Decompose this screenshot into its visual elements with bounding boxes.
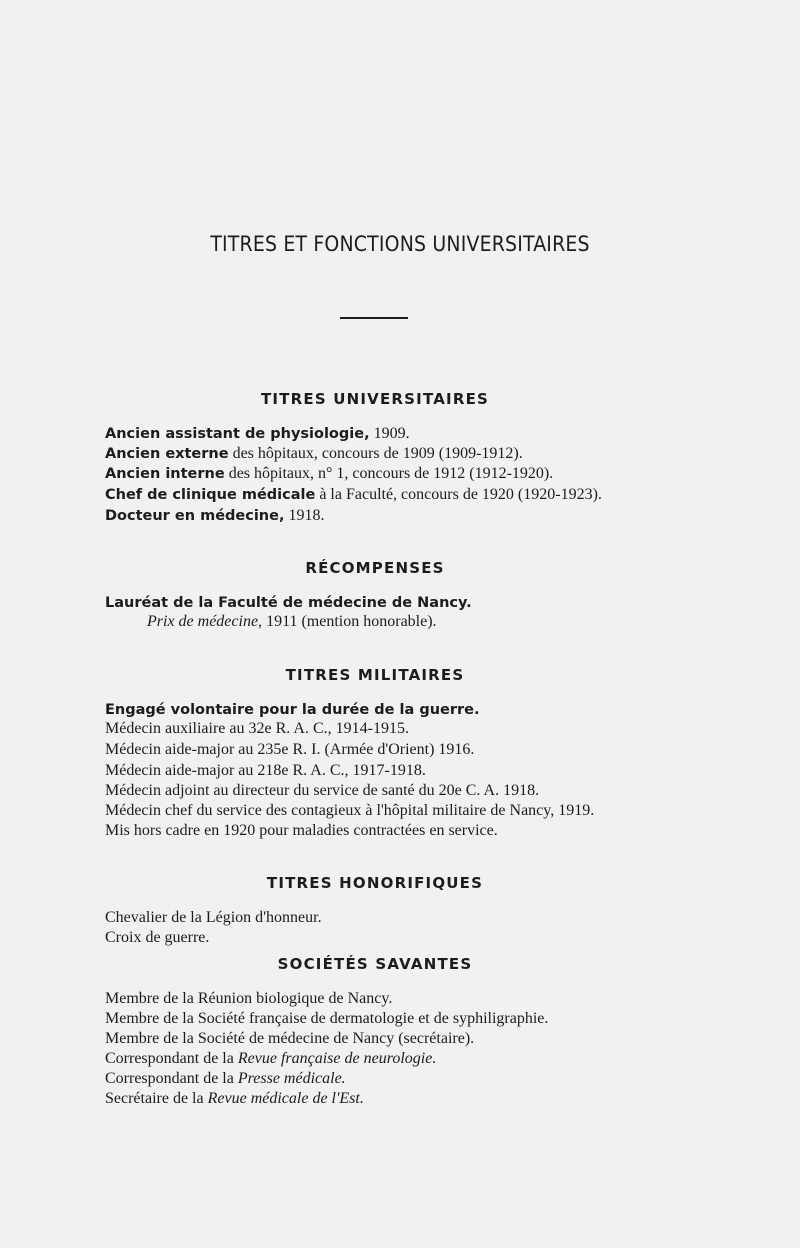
list-item: Chevalier de la Légion d'honneur.	[105, 909, 322, 926]
list-item: Ancien interne des hôpitaux, n° 1, concours de 1912 (1912-1920).	[105, 465, 554, 482]
list-item: Médecin aide-major au 218e R. A. C., 1917-1918.	[105, 762, 426, 779]
list-item: Correspondant de la Presse médicale.	[105, 1070, 346, 1087]
list-item: Membre de la Société française de dermatologie et de syphiligraphie.	[105, 1010, 549, 1027]
list-item: Correspondant de la Revue française de neurologie.	[105, 1050, 437, 1067]
list-item: Ancien externe des hôpitaux, concours de 1909 (1909-1912).	[105, 445, 523, 462]
page-title: TITRES ET FONCTIONS UNIVERSITAIRES	[210, 232, 590, 256]
list-item: Médecin adjoint au directeur du service de santé du 20e C. A. 1918.	[105, 782, 540, 799]
title-divider	[340, 317, 408, 319]
list-item: Croix de guerre.	[105, 929, 210, 946]
section-heading-titres-honorifiques: TITRES HONORIFIQUES	[266, 874, 484, 892]
list-item: Membre de la Réunion biologique de Nancy.	[105, 990, 393, 1007]
list-item: Ancien assistant de physiologie, 1909.	[105, 425, 410, 442]
list-item: Médecin auxiliaire au 32e R. A. C., 1914-1915.	[105, 720, 409, 737]
list-item: Médecin chef du service des contagieux à l'hôpital militaire de Nancy, 1919.	[105, 802, 595, 819]
section-heading-societes-savantes: SOCIÉTÉS SAVANTES	[277, 955, 473, 973]
section-heading-titres-universitaires: TITRES UNIVERSITAIRES	[260, 390, 490, 408]
list-item: Chef de clinique médicale à la Faculté, concours de 1920 (1920-1923).	[105, 486, 602, 503]
list-item: Médecin aide-major au 235e R. I. (Armée d'Orient) 1916.	[105, 741, 475, 758]
list-item: Mis hors cadre en 1920 pour maladies contractées en service.	[105, 822, 498, 839]
list-item: Engagé volontaire pour la durée de la guerre.	[105, 702, 480, 718]
list-item: Prix de médecine, 1911 (mention honorable).	[147, 613, 437, 630]
list-item: Lauréat de la Faculté de médecine de Nancy.	[105, 595, 472, 611]
section-heading-recompenses: RÉCOMPENSES	[305, 559, 445, 577]
list-item: Secrétaire de la Revue médicale de l'Est.	[105, 1090, 364, 1107]
list-item: Docteur en médecine, 1918.	[105, 507, 325, 524]
section-heading-titres-militaires: TITRES MILITAIRES	[285, 666, 465, 684]
list-item: Membre de la Société de médecine de Nancy (secrétaire).	[105, 1030, 475, 1047]
